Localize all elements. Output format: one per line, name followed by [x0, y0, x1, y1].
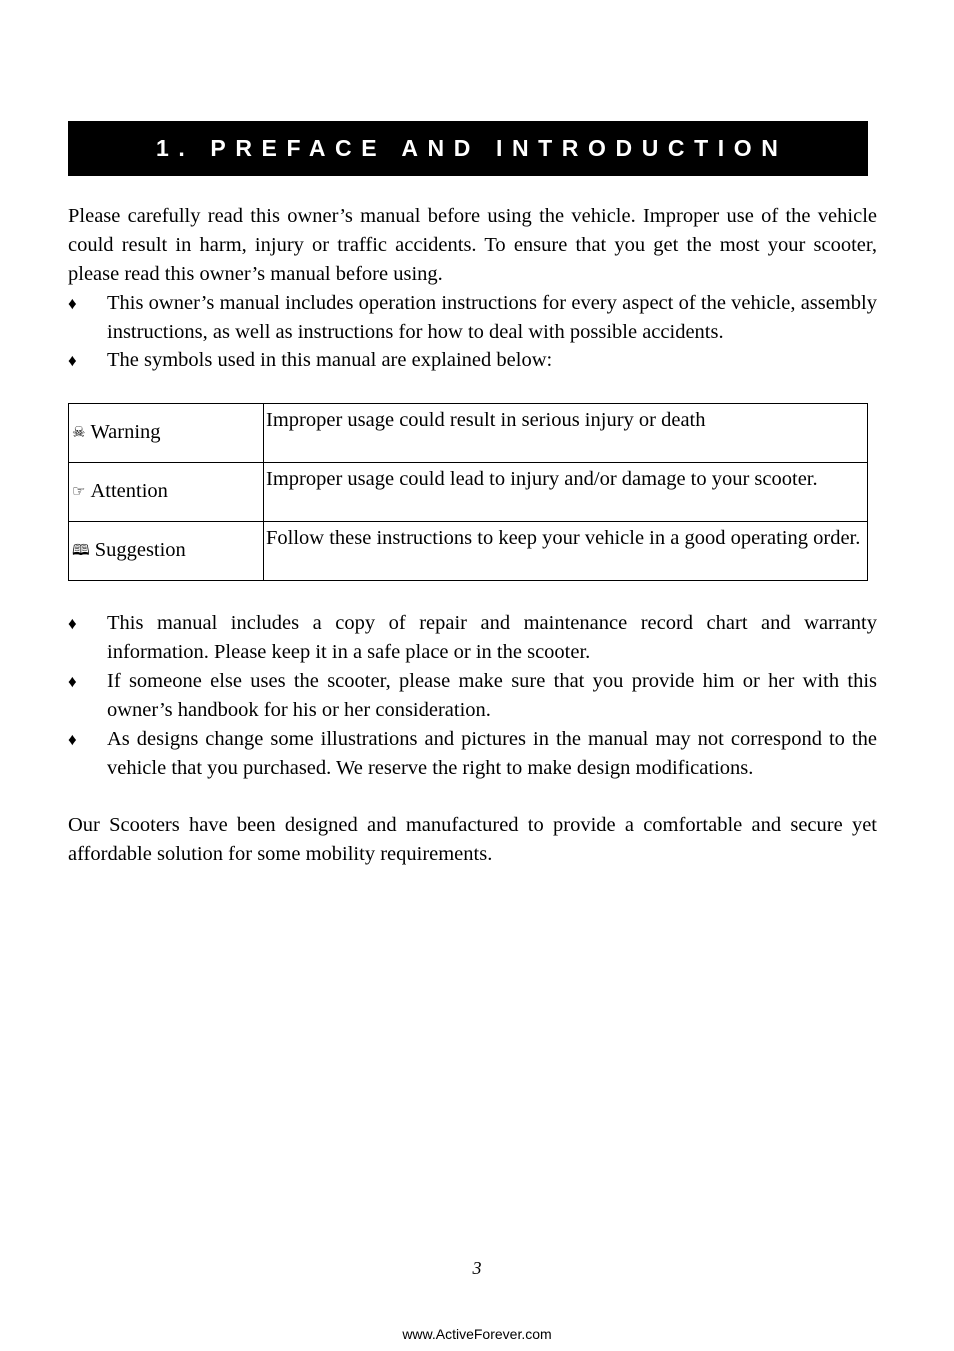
diamond-bullet-icon: ♦	[68, 294, 77, 313]
table-row	[69, 522, 868, 581]
intro-paragraph: Please carefully read this owner’s manual before using the vehicle. Improper use of the vehicle could result in harm, injury or traffic accidents. To ensure that you get the most your scooter, please read this owner’s manual before using.	[68, 205, 877, 285]
symbol-label: Warning	[90, 421, 161, 443]
symbol-description: Follow these instructions to keep your vehicle in a good operating order.	[264, 522, 868, 581]
list-item-text: As designs change some illustrations and pictures in the manual may not correspond to the vehicle that you purchased. We reserve the right to make design modifications.	[107, 728, 877, 779]
list-item-text: This manual includes a copy of repair and maintenance record chart and warranty information. Please keep it in a safe place or in the scooter.	[107, 612, 877, 663]
section-title: 1. PREFACE AND INTRODUCTION	[156, 135, 788, 161]
diamond-bullet-icon: ♦	[68, 351, 77, 370]
skull-crossbones-icon: ☠	[72, 425, 86, 441]
table-row	[69, 404, 868, 463]
page-number: 3	[472, 1258, 482, 1278]
symbol-cell	[69, 522, 264, 581]
footer-url: www.ActiveForever.com	[402, 1326, 552, 1342]
diamond-bullet-icon: ♦	[68, 672, 77, 691]
list-item-text: If someone else uses the scooter, please make sure that you provide him or her with this owner’s handbook for his or her consideration.	[107, 670, 877, 721]
list-item-text: The symbols used in this manual are explained below:	[107, 349, 553, 371]
pointing-hand-icon: ☞	[72, 484, 86, 500]
diamond-bullet-icon: ♦	[68, 614, 77, 633]
symbol-cell	[69, 463, 264, 522]
symbol-description: Improper usage could lead to injury and/or damage to your scooter.	[264, 463, 868, 522]
symbol-cell	[69, 404, 264, 463]
symbols-table	[68, 403, 868, 581]
symbol-label: Attention	[90, 480, 168, 502]
section-heading-banner	[68, 121, 868, 176]
open-book-icon: 🕮	[72, 543, 90, 559]
table-row	[69, 463, 868, 522]
symbol-label: Suggestion	[94, 539, 186, 561]
diamond-bullet-icon: ♦	[68, 730, 77, 749]
closing-paragraph: Our Scooters have been designed and manufactured to provide a comfortable and secure yet affordable solution for some mobility requirements.	[68, 814, 877, 865]
symbol-description: Improper usage could result in serious injury or death	[264, 404, 868, 463]
list-item-text: This owner’s manual includes operation instructions for every aspect of the vehicle, assembly instructions, as well as instructions for how to deal with possible accidents.	[107, 292, 877, 343]
